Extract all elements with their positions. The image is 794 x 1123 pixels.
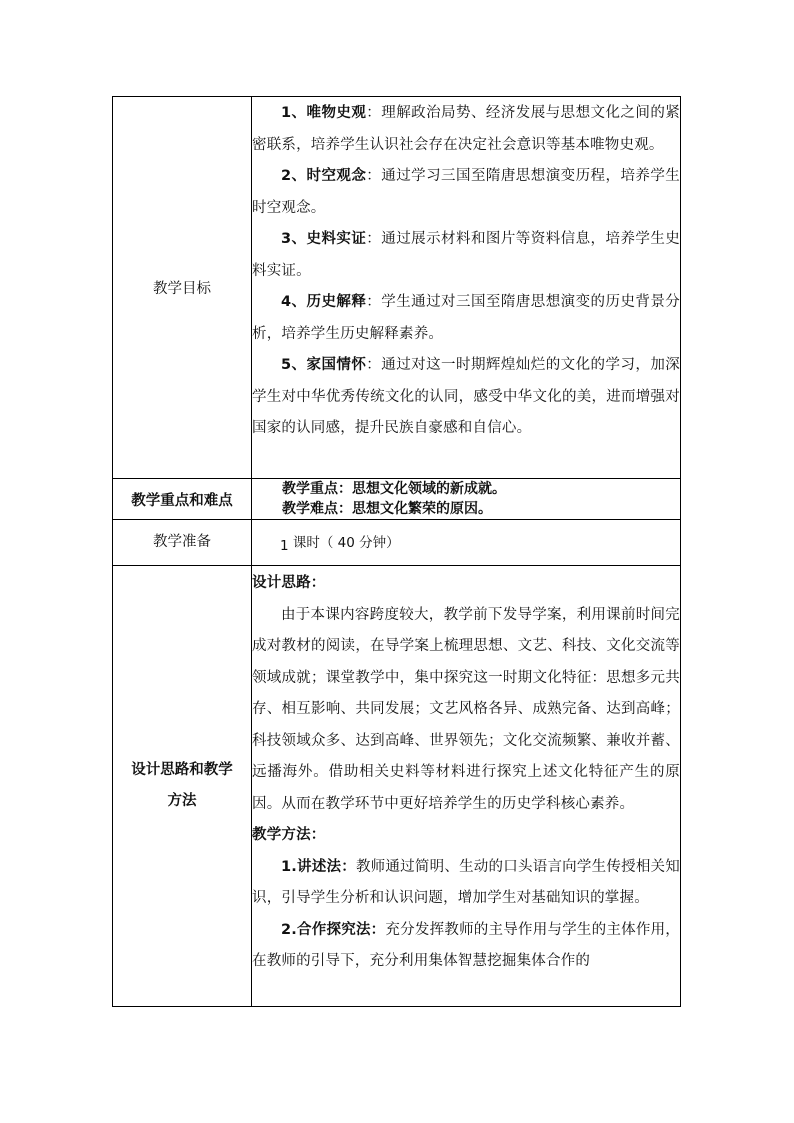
objective-text: ：通过对这一时期辉煌灿烂的文化的学习，加深学生对中华优秀传统文化的认同，感受中华文化的美，进而增强对国家的认同感，提升民族自豪感和自信心。 [252, 357, 680, 436]
method-heading [252, 820, 680, 852]
table-row [113, 97, 681, 479]
design-label-line: 方法 [167, 793, 197, 809]
objective-title: 5、家国情怀 [281, 357, 367, 373]
key-points-content [252, 479, 681, 520]
design-label [113, 566, 252, 1007]
objective-title: 4、历史解释 [281, 294, 367, 310]
objective-text: ：学生通过对三国至隋唐思想演变的历史背景分析，培养学生历史解释素养。 [252, 294, 680, 342]
preparation-text [252, 533, 680, 553]
key-points-label: 教学重点和难点 [113, 479, 252, 520]
objective-item [252, 161, 680, 224]
design-heading-text: 设计思路： [252, 575, 326, 591]
method-title: 1.讲述法： [281, 858, 356, 875]
objective-item [252, 350, 680, 445]
method-heading-text: 教学方法： [252, 827, 326, 843]
lesson-plan-table [112, 96, 681, 1007]
objective-title: 1、唯物史观 [281, 105, 367, 121]
design-paragraph: 由于本课内容跨度较大，教学前下发导学案，利用课前时间完成对教材的阅读，在导学案上梳理思想、文艺、科技、文化交流等领域成就；课堂教学中，集中探究这一时期文化特征：思想多元共存、相互影响、共同发展；文艺风格各异、成熟完备、达到高峰；科技领域众多、达到高峰、世界领先；文化交流频繁、兼收并蓄、远播海外。借助相关史料等材料进行探究上述文化特征产生的原因。从而在教学环节中更好培养学生的历史学科核心素养。 [252, 606, 680, 812]
table-row [113, 479, 681, 520]
objective-item [252, 287, 680, 350]
objective-title: 3、史料实证 [281, 231, 367, 247]
objective-text: ：通过学习三国至隋唐思想演变历程，培养学生时空观念。 [252, 168, 680, 216]
method-item [252, 852, 680, 915]
table-row [113, 566, 681, 1007]
table-row [113, 520, 681, 566]
objectives-content [252, 97, 681, 479]
objective-item [252, 98, 680, 161]
objective-text: ：理解政治局势、经济发展与思想文化之间的紧密联系，培养学生认识社会存在决定社会意识等基本唯物史观。 [252, 105, 680, 153]
objective-title: 2、时空观念 [281, 168, 367, 184]
design-content [252, 566, 681, 1007]
preparation-label: 教学准备 [113, 520, 252, 566]
objectives-label: 教学目标 [113, 97, 252, 479]
preparation-content [252, 520, 681, 566]
class-hour-count: 1 [280, 537, 289, 554]
objective-item [252, 224, 680, 287]
method-title: 2.合作探究法： [281, 921, 386, 938]
design-label-line: 设计思路和教学 [131, 762, 233, 778]
difficulty-line: 教学难点：思想文化繁荣的原因。 [282, 501, 492, 517]
method-text: 教师通过简明、生动的口头语言向学生传授相关知识，引导学生分析和认识问题，增加学生对基础知识的掌握。 [252, 858, 680, 906]
class-hour-text: 课时（ 40 分钟） [292, 534, 400, 551]
key-point-line: 教学重点：思想文化领域的新成就。 [282, 481, 506, 497]
method-item [252, 915, 680, 978]
objective-text: ：通过展示材料和图片等资料信息，培养学生史料实证。 [252, 231, 680, 279]
method-text: 充分发挥教师的主导作用与学生的主体作用，在教师的引导下，充分利用集体智慧挖掘集体合作的 [252, 921, 681, 969]
design-heading [252, 568, 680, 600]
